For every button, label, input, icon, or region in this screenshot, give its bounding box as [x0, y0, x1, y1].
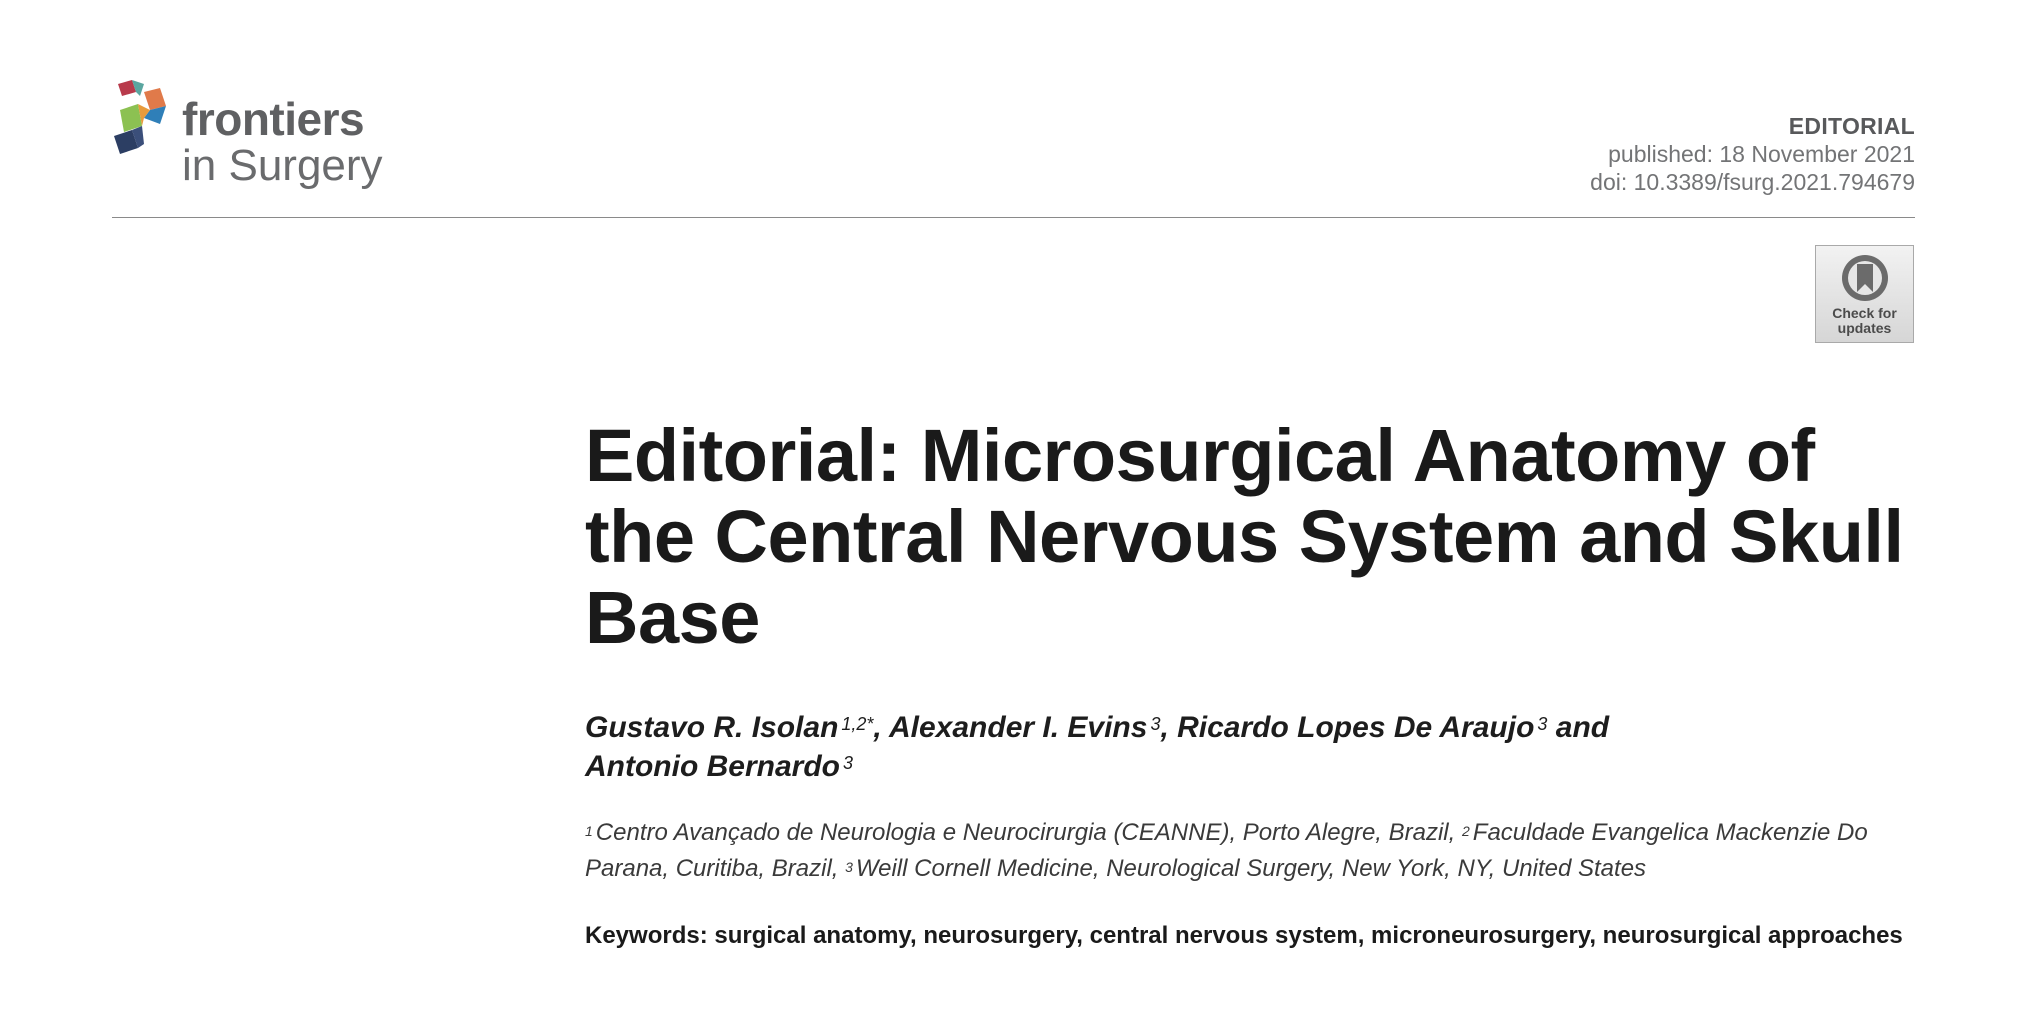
article-meta — [1590, 112, 1915, 196]
affiliations — [585, 815, 1925, 887]
article-title: Editorial: Microsurgical Anatomy of the Central Nervous System and Skull Base — [585, 414, 1904, 659]
author-affiliation-ref: 3 — [843, 753, 854, 773]
badge-label — [1816, 306, 1913, 336]
bookmark-icon — [1839, 252, 1891, 304]
frontiers-logo-icon — [110, 78, 180, 158]
header-divider — [112, 217, 1915, 218]
journal-name-frontiers: frontiers — [182, 93, 365, 145]
affiliation-text: Weill Cornell Medicine, Neurological Surgery, New York, NY, United States — [855, 855, 1647, 882]
badge-label-line1: Check for — [1832, 305, 1897, 321]
affiliation-number: 3 — [845, 859, 853, 875]
affiliation-number: 1 — [585, 823, 593, 839]
affiliation-text: Centro Avançado de Neurologia e Neurocirurgia (CEANNE), Porto Alegre, Brazil, — [595, 819, 1462, 846]
author-list — [585, 708, 1925, 786]
check-for-updates-button[interactable] — [1815, 245, 1914, 343]
article-type: EDITORIAL — [1788, 113, 1915, 139]
doi-link[interactable]: doi: 10.3389/fsurg.2021.794679 — [1590, 169, 1915, 195]
affiliation-text: Faculdade Evangelica Mackenzie Do Parana, Curitiba, Brazil, — [585, 819, 1868, 882]
author-affiliation-ref: 3 — [1537, 714, 1548, 734]
published-date: published: 18 November 2021 — [1608, 141, 1915, 167]
keywords-label: Keywords: — [585, 922, 708, 949]
badge-label-line2: updates — [1837, 320, 1892, 336]
journal-name-section: in Surgery — [182, 141, 383, 190]
affiliation-number: 2 — [1461, 823, 1470, 839]
author-name[interactable]: Ricardo Lopes De Araujo — [1177, 711, 1535, 744]
author-affiliation-ref: 1,2* — [841, 714, 874, 734]
keywords — [585, 918, 1913, 954]
author-name[interactable]: Antonio Bernardo — [585, 750, 840, 783]
keywords-text: surgical anatomy, neurosurgery, central nervous system, microneurosurgery, neurosurgical approaches — [714, 922, 1903, 949]
author-separator: , — [1160, 711, 1178, 744]
author-name[interactable]: Gustavo R. Isolan — [585, 711, 839, 744]
author-separator: and — [1547, 711, 1610, 744]
author-affiliation-ref: 3 — [1150, 714, 1161, 734]
author-separator: , — [873, 711, 889, 744]
journal-logo — [110, 78, 430, 203]
author-name[interactable]: Alexander I. Evins — [888, 711, 1148, 744]
